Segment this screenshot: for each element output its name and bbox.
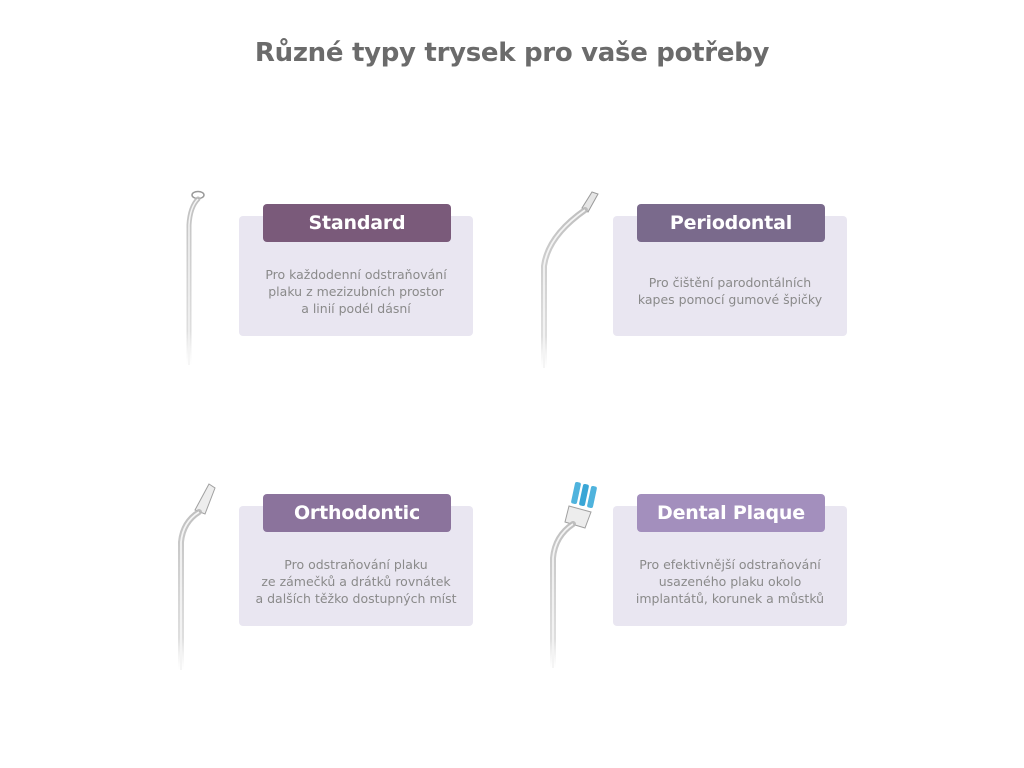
nozzle-description-orthodontic: Pro odstraňování plaku ze zámečků a drátků rovnátek a dalších těžko dostupných míst <box>255 557 457 606</box>
dental-plaque-nozzle-icon <box>535 478 605 668</box>
nozzle-badge-periodontal: Periodontal <box>637 204 825 242</box>
orthodontic-nozzle-icon <box>165 480 225 670</box>
nozzle-card-standard <box>239 212 473 336</box>
nozzle-description-periodontal: Pro čištění parodontálních kapes pomocí gumové špičky <box>637 275 823 307</box>
nozzle-description-dental-plaque: Pro efektivnější odstraňování usazeného plaku okolo implantátů, korunek a můstků <box>635 557 825 606</box>
nozzle-card-dental-plaque <box>613 502 847 626</box>
nozzle-description-standard: Pro každodenní odstraňování plaku z mezizubních prostor a linií podél dásní <box>265 267 447 316</box>
standard-nozzle-icon <box>168 185 218 365</box>
nozzle-badge-orthodontic: Orthodontic <box>263 494 451 532</box>
brush-bristles-icon <box>571 482 597 509</box>
nozzle-card-orthodontic <box>239 502 473 626</box>
nozzle-badge-dental-plaque: Dental Plaque <box>637 494 825 532</box>
nozzle-badge-standard: Standard <box>263 204 451 242</box>
periodontal-nozzle-icon <box>530 188 610 368</box>
page-title: Různé typy trysek pro vaše potřeby <box>254 38 770 68</box>
nozzle-card-periodontal <box>613 212 847 336</box>
